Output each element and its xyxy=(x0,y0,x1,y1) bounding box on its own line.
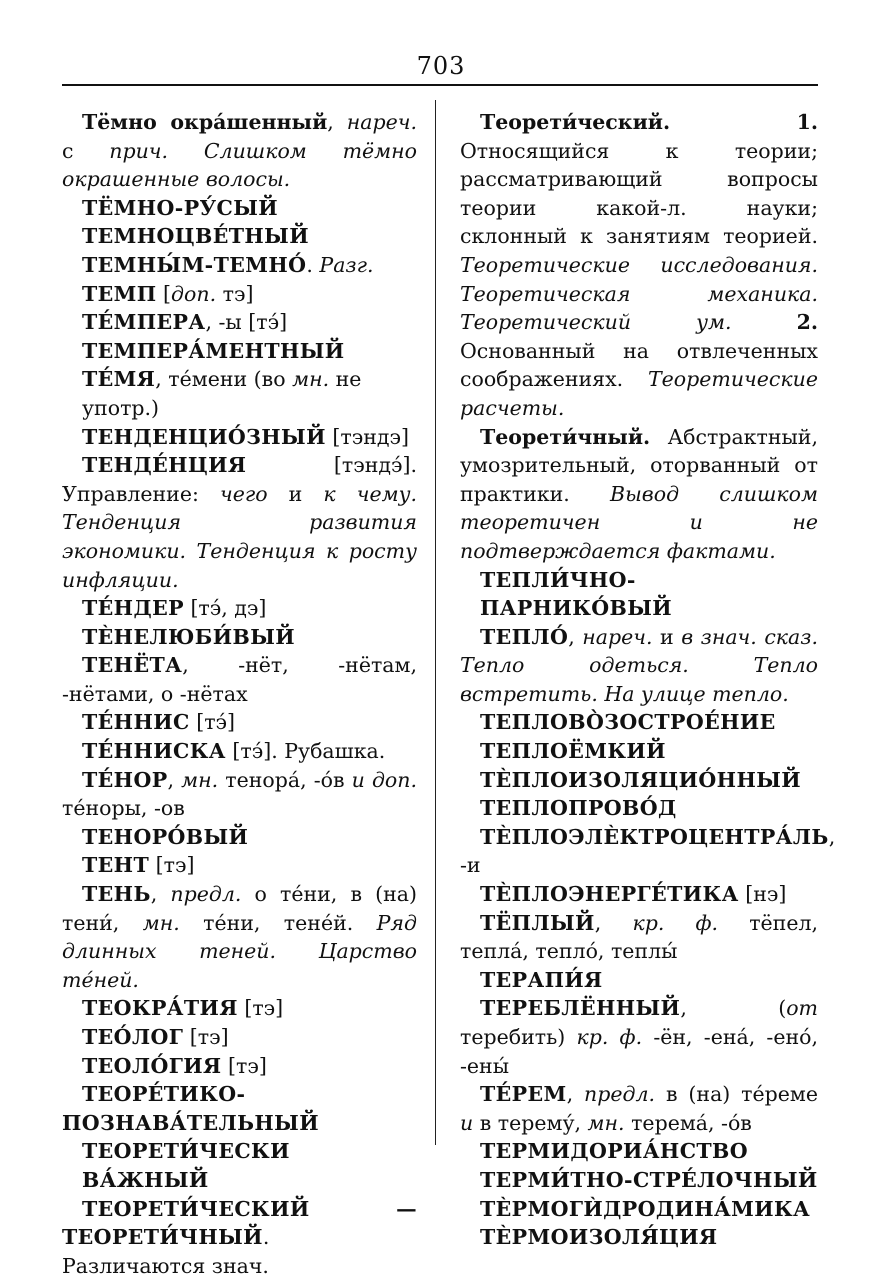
italic-text: чего xyxy=(219,481,268,506)
headword: ТЀПЛОИЗОЛЯЦИО́ННЫЙ xyxy=(480,767,802,792)
dictionary-entry xyxy=(62,108,417,194)
entry-text: тёпел, тепла́, тепло́, теплы́ xyxy=(460,910,818,964)
headword: ТЕ́НДЕР xyxy=(82,596,184,621)
italic-text: к чему. Тенденция развития экономики. Тенденция к росту инфляции. xyxy=(62,481,417,592)
dictionary-entry xyxy=(62,194,417,223)
entry-text: , ( xyxy=(680,996,787,1021)
entry-text: . xyxy=(306,252,320,277)
dictionary-entry xyxy=(460,1223,818,1252)
bold-text: 2. xyxy=(796,310,818,335)
headword: ТЁМНО-РУ́СЫЙ xyxy=(82,195,279,220)
dictionary-entry xyxy=(460,1137,818,1166)
italic-text: мн. xyxy=(181,767,219,792)
entry-text: Основанный на отвлеченных соображениях. xyxy=(460,338,818,392)
headword: ТЕ́НОР xyxy=(82,767,168,792)
italic-text: и доп. xyxy=(351,767,417,792)
dictionary-entry xyxy=(460,823,836,880)
headword: ТЕПЛОЁМКИЙ xyxy=(480,739,666,764)
italic-text: кр. ф. xyxy=(576,1025,643,1049)
dictionary-entry xyxy=(62,880,417,994)
headword: ТЕМПЕРА́МЕНТНЫЙ xyxy=(82,338,345,363)
entry-text: [тэндэ] xyxy=(325,424,409,449)
dictionary-entry xyxy=(62,1023,417,1052)
bold-text: Тёмно окра́шенный xyxy=(82,110,328,134)
entry-text: [тэндэ́]. Управление: xyxy=(62,453,417,506)
dictionary-entry xyxy=(62,623,417,652)
column-divider xyxy=(435,100,436,1145)
italic-text: мн. xyxy=(587,1110,625,1135)
headword: ТЕНЬ xyxy=(82,882,151,907)
headword: ТЕНДЕ́НЦИЯ xyxy=(82,453,247,478)
dictionary-entry xyxy=(62,737,417,766)
italic-text: мн. xyxy=(292,367,330,392)
headword: ТЕНОРО́ВЫЙ xyxy=(82,824,249,849)
headword: ТЕОЛО́ГИЯ xyxy=(82,1053,222,1078)
dictionary-entry xyxy=(460,794,818,823)
entry-text: [тэ] xyxy=(183,1025,229,1049)
entry-text: тэ] xyxy=(216,281,254,306)
dictionary-entry xyxy=(62,1052,417,1081)
entry-text: Относящийся к теории; рассматривающий вопросы теории какой-л. науки; склонный к занятиям теорией. xyxy=(460,138,818,249)
header-rule xyxy=(62,84,818,86)
italic-text: Теоретические расчеты. xyxy=(460,367,818,420)
entry-text: , xyxy=(150,882,171,907)
italic-text: от xyxy=(786,996,818,1021)
italic-text: предл. xyxy=(170,882,242,907)
entry-text: теребить) xyxy=(460,1025,577,1049)
left-column xyxy=(62,108,417,1280)
headword: ТЕМНЫ́М-ТЕМНО́ xyxy=(82,252,307,277)
dictionary-entry xyxy=(62,851,417,880)
italic-text: прич. Слишком тёмно окрашенные волосы. xyxy=(62,138,418,192)
page-number: 703 xyxy=(416,52,466,80)
headword: ТЕРЕБЛЁННЫЙ xyxy=(480,996,681,1021)
bold-text: Теорети́чный. xyxy=(480,424,651,449)
entry-text: и xyxy=(267,481,324,506)
italic-text: мн. xyxy=(142,910,180,935)
entry-text: с xyxy=(62,138,110,163)
headword: ТЀПЛОЭЛЀКТРОЦЕНТРА́ЛЬ xyxy=(480,824,829,849)
headword: ТЕПЛОПРОВО́Д xyxy=(480,796,677,821)
dictionary-entry xyxy=(62,1195,417,1280)
dictionary-entry xyxy=(62,365,417,422)
dictionary-entry xyxy=(62,222,417,251)
headword: ТЕОРЕТИ́ЧЕСКИ ВА́ЖНЫЙ xyxy=(82,1139,290,1192)
headword: ТЀРМОИЗОЛЯ́ЦИЯ xyxy=(480,1225,718,1250)
dictionary-entry xyxy=(460,708,818,737)
italic-text: в знач. сказ. Тепло одеться. Тепло встретить. На улице тепло. xyxy=(460,624,818,706)
italic-text: предл. xyxy=(584,1082,656,1107)
dictionary-entry xyxy=(62,823,417,852)
entry-text: , xyxy=(568,624,583,649)
dictionary-entry xyxy=(460,1080,818,1137)
entry-text: и xyxy=(652,624,682,649)
headword: ТЕ́МЯ xyxy=(82,367,156,392)
italic-text: Вывод слишком теоретичен и не подтверждается фактами. xyxy=(460,481,818,563)
dictionary-entry xyxy=(460,108,818,423)
dictionary-entry xyxy=(460,880,818,909)
headword: ТЕПЛОВО̀ЗОСТРОЕ́НИЕ xyxy=(480,710,776,735)
dictionary-entry xyxy=(62,280,417,309)
dictionary-entry xyxy=(460,1166,818,1195)
right-column xyxy=(460,108,836,1252)
headword: ТЕНТ xyxy=(82,853,150,878)
dictionary-entry xyxy=(62,708,417,737)
entry-text: о те́ни, в (на) тени́, xyxy=(62,882,417,935)
italic-text: доп. xyxy=(171,281,217,306)
headword: ТЕ́РЕМ xyxy=(480,1082,567,1107)
headword: ТЕ́ННИСКА xyxy=(82,739,226,764)
headword: ТЕРМИ́ТНО-СТРЕ́ЛОЧНЫЙ xyxy=(480,1167,818,1192)
headword: ТЕМП xyxy=(82,281,157,306)
headword: ТЕНДЕНЦИО́ЗНЫЙ xyxy=(82,424,326,449)
entry-text: [нэ] xyxy=(738,882,787,907)
entry-text: в терему́, xyxy=(473,1110,588,1135)
headword: ТЕНЁТА xyxy=(82,653,183,678)
entry-text: [тэ́]. Рубашка. xyxy=(225,739,386,764)
entry-text: в (на) те́реме xyxy=(655,1082,818,1107)
entry-text: [тэ́] xyxy=(189,710,236,735)
dictionary-entry xyxy=(62,594,417,623)
dictionary-entry xyxy=(62,651,417,708)
entry-text: , -нёт, -нётам, -нётами, о -нётах xyxy=(62,653,417,706)
entry-text: [тэ] xyxy=(149,853,195,878)
headword: ТЕ́ННИС xyxy=(82,710,190,735)
italic-text: нареч. xyxy=(582,624,653,649)
entry-text: [тэ] xyxy=(221,1053,267,1078)
entry-text: тенора́, -о́в xyxy=(218,767,352,792)
entry-text: те́норы, -ов xyxy=(62,796,185,821)
dictionary-entry xyxy=(62,423,417,452)
entry-text: [тэ] xyxy=(237,996,284,1021)
dictionary-entry xyxy=(62,251,417,280)
headword: ТЀРМОГЍДРОДИНА́МИКА xyxy=(480,1196,811,1221)
headword: ТЕПЛИ́ЧНО-ПАРНИКО́ВЫЙ xyxy=(480,567,673,621)
entry-text xyxy=(732,310,797,334)
italic-text: Ряд длинных теней. Царство те́ней. xyxy=(62,910,417,992)
headword: ТЕРАПИ́Я xyxy=(480,967,603,992)
dictionary-entry xyxy=(62,1137,417,1194)
headword: ТЕПЛО́ xyxy=(480,624,569,649)
dictionary-entry xyxy=(460,623,818,709)
entry-text: . Различаются знач. xyxy=(62,1225,270,1278)
dictionary-entry xyxy=(62,1080,417,1137)
entry-text: [тэ́, дэ] xyxy=(183,596,267,621)
italic-text: Разг. xyxy=(319,252,374,277)
dictionary-entry xyxy=(62,994,417,1023)
entry-text: , xyxy=(594,910,633,935)
entry-text: , -ы [тэ́] xyxy=(205,310,288,335)
bold-text: Теорети́ческий. 1. xyxy=(480,110,818,134)
headword: ТЕО́ЛОГ xyxy=(82,1025,184,1049)
headword: ТЕ́МПЕРА xyxy=(82,310,206,335)
entry-text: , xyxy=(167,767,182,792)
dictionary-entry xyxy=(460,566,818,623)
entry-text: , xyxy=(327,110,347,134)
dictionary-entry xyxy=(460,1195,818,1224)
dictionary-entry xyxy=(62,337,417,366)
headword: ТЀНЕЛЮБИ́ВЫЙ xyxy=(82,624,296,649)
entry-text: -ён, -ена́, -ено́, -ены́ xyxy=(460,1025,819,1078)
entry-text: , xyxy=(566,1082,585,1107)
dictionary-entry xyxy=(62,451,417,594)
entry-text: терема́, -о́в xyxy=(624,1110,752,1135)
dictionary-entry xyxy=(460,423,818,566)
italic-text: и xyxy=(460,1110,474,1135)
entry-text: не употр.) xyxy=(82,367,362,420)
italic-text: кр. ф. xyxy=(632,910,719,935)
italic-text: нареч. xyxy=(346,110,417,134)
dictionary-entry xyxy=(460,766,818,795)
entry-text: , -и xyxy=(460,824,836,878)
entry-text: Абстрактный, умозрительный, оторванный от практики. xyxy=(460,424,818,506)
dictionary-entry xyxy=(62,308,417,337)
dictionary-entry xyxy=(460,966,818,995)
headword: ТЕОКРА́ТИЯ xyxy=(82,996,238,1021)
headword: ТЕОРЕТИ́ЧЕСКИЙ — ТЕОРЕТИ́ЧНЫЙ xyxy=(62,1196,417,1250)
dictionary-entry xyxy=(62,766,417,823)
headword: ТЕРМИДОРИА́НСТВО xyxy=(480,1139,749,1164)
dictionary-entry xyxy=(460,909,818,966)
entry-text: [ xyxy=(156,281,172,306)
headword: ТЕОРЕ́ТИКО-ПОЗНАВА́ТЕЛЬНЫЙ xyxy=(62,1082,319,1135)
dictionary-entry xyxy=(460,737,818,766)
headword: ТЁПЛЫЙ xyxy=(480,910,595,935)
headword: ТЀПЛОЭНЕРГЕ́ТИКА xyxy=(480,882,739,907)
italic-text: Теоретические исследования. Теоретическая механика. Теоретический ум. xyxy=(460,252,818,335)
entry-text: , те́мени (во xyxy=(155,367,293,392)
dictionary-entry xyxy=(460,994,818,1080)
headword: ТЕМНОЦВЕ́ТНЫЙ xyxy=(82,224,309,249)
entry-text: те́ни, тене́й. xyxy=(179,910,377,935)
